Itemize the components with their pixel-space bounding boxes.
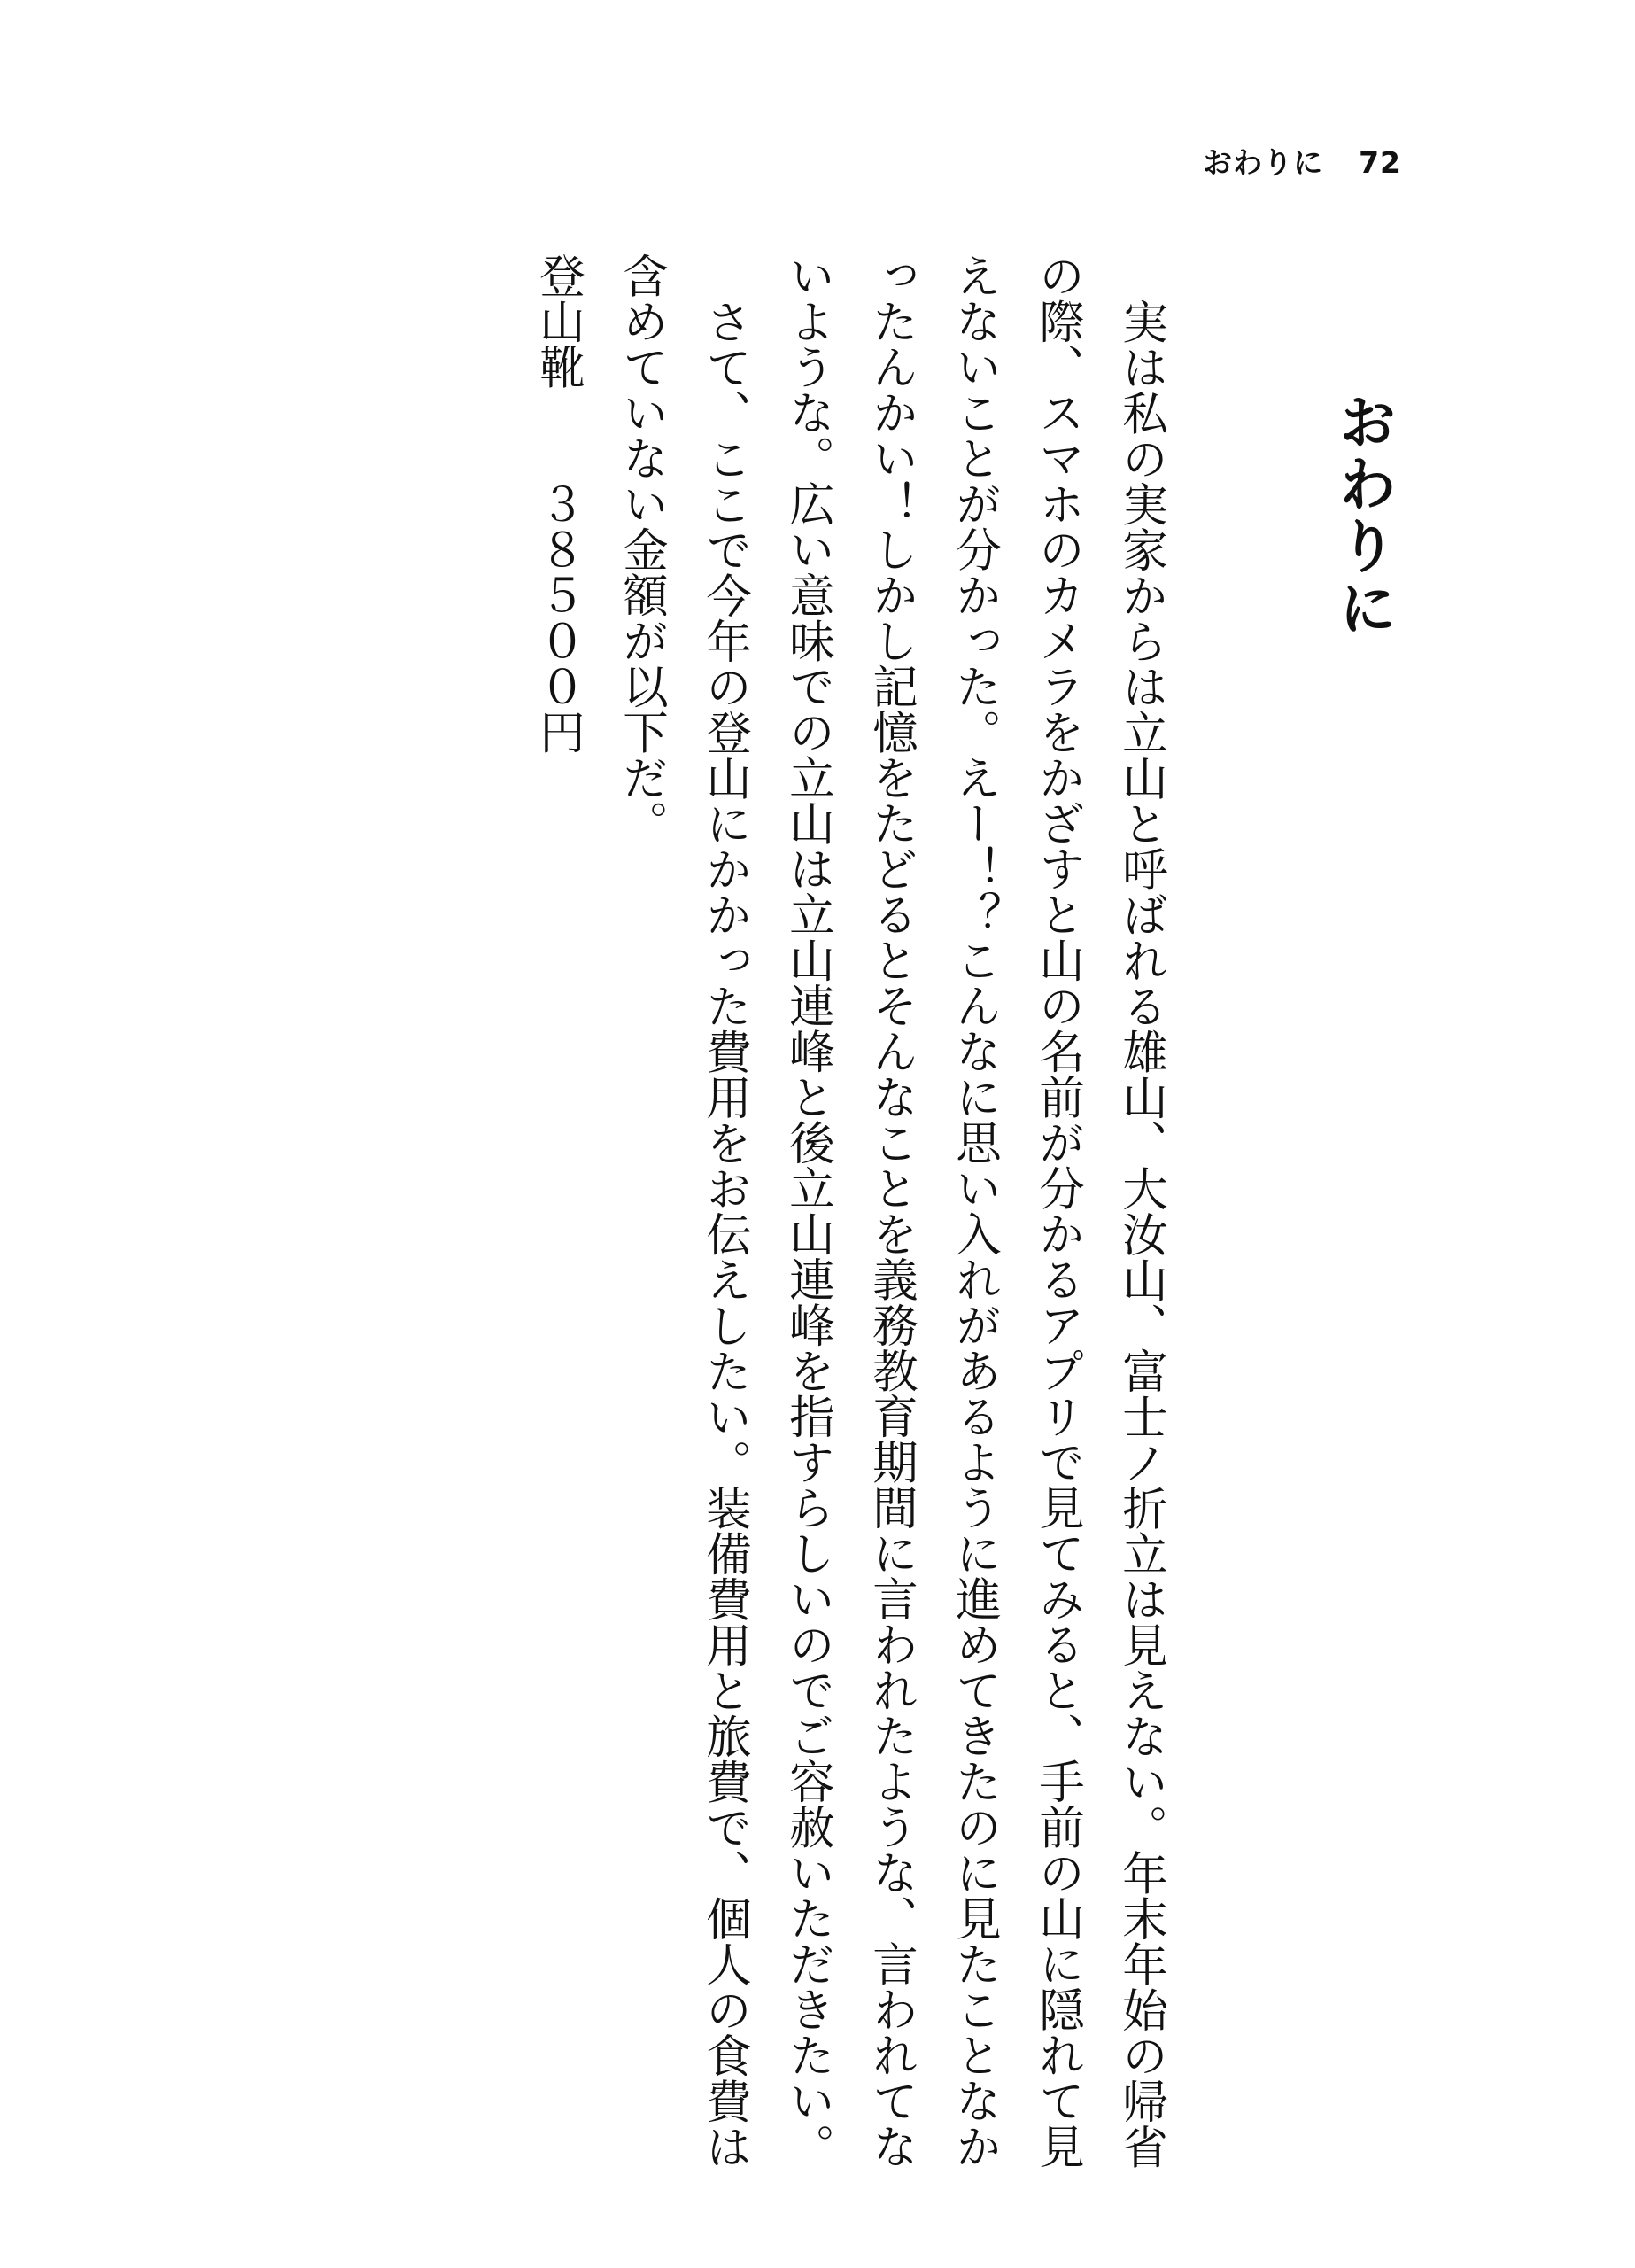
running-head-title: おわりに [1203, 145, 1324, 180]
paragraph-1: 実は私の実家からは立山と呼ばれる雄山、大汝山、富士ノ折立は見えない。年末年始の帰省の際、スマホのカメラをかざすと山の名前が分かるアプリで見てみると、手前の山に隠れて見えないことが分かった。えー！？こんなに思い入れがあるように進めてきたのに見たことなかったんかい！しかし記憶をたどるとそんなことを義務教育期間に言われたような、言われてないような。広い意味での立山は立山連峰と後立山連峰を指すらしいのでご容赦いただきたい。 [781, 252, 1167, 2169]
cost-item-name: 登山靴 [531, 252, 585, 390]
cost-item [516, 252, 600, 2184]
cost-item-amount: ３８５００円 [531, 480, 585, 755]
running-head [1203, 140, 1401, 182]
paragraph-2: さて、ここで今年の登山にかかった費用をお伝えしたい。装備費用と旅費で、個人の食費は含めていない金額が以下だ。 [615, 252, 751, 2169]
chapter-title: おわりに [1329, 392, 1397, 640]
page-number: 72 [1359, 145, 1401, 180]
body-text [323, 252, 1182, 2184]
